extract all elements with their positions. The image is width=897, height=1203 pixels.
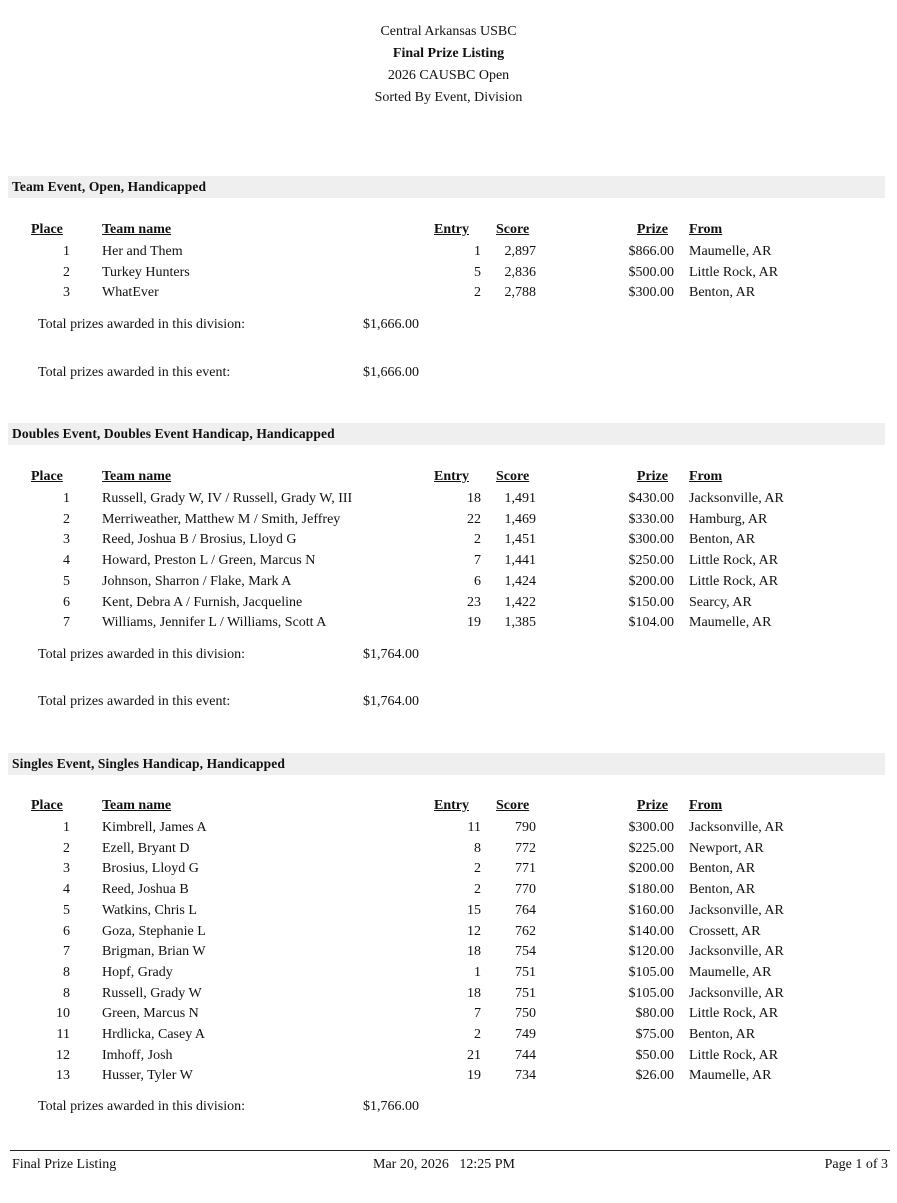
- report-header: [0, 21, 897, 109]
- name-cell: Johnson, Sharron / Flake, Mark A: [102, 573, 292, 589]
- col-from-header: From: [689, 222, 723, 237]
- prize-cell: $140.00: [628, 923, 674, 939]
- score-cell: 762: [515, 923, 536, 939]
- prize-cell: $430.00: [628, 491, 674, 506]
- col-from-header: From: [689, 469, 723, 484]
- name-cell: Watkins, Chris L: [102, 902, 197, 918]
- event-total: [0, 362, 897, 383]
- prize-cell: $500.00: [628, 264, 674, 280]
- from-cell: Little Rock, AR: [689, 1006, 779, 1022]
- prize-cell: $105.00: [628, 985, 674, 1001]
- from-cell: Benton, AR: [689, 1027, 756, 1042]
- name-cell: Reed, Joshua B / Brosius, Lloyd G: [102, 532, 297, 548]
- division-total: [0, 1096, 897, 1117]
- prize-cell: $50.00: [635, 1047, 674, 1063]
- col-entry-header: Entry: [434, 469, 469, 484]
- place-cell: 7: [63, 944, 70, 960]
- table-row: [0, 571, 897, 592]
- prize-cell: $104.00: [628, 615, 674, 631]
- prize-cell: $225.00: [628, 840, 674, 856]
- division-total: [0, 644, 897, 665]
- prize-cell: $200.00: [628, 573, 674, 589]
- table-row: [0, 858, 897, 879]
- entry-cell: 2: [474, 532, 481, 548]
- from-cell: Benton, AR: [689, 882, 756, 898]
- place-cell: 3: [63, 861, 70, 877]
- score-cell: 2,897: [504, 244, 536, 259]
- score-cell: 2,788: [504, 285, 536, 301]
- col-score-header: Score: [496, 469, 530, 484]
- division-total-amount: $1,666.00: [363, 317, 419, 332]
- table-row: [0, 550, 897, 571]
- score-cell: 1,441: [504, 553, 536, 569]
- place-cell: 10: [56, 1006, 70, 1022]
- column-header-row: [0, 795, 897, 816]
- entry-cell: 8: [474, 840, 481, 856]
- prize-cell: $150.00: [628, 594, 674, 610]
- prize-cell: $300.00: [628, 285, 674, 301]
- division-total-label: Total prizes awarded in this division:: [38, 647, 246, 662]
- score-cell: 1,469: [504, 511, 536, 527]
- table-row: [0, 612, 897, 633]
- score-cell: 744: [515, 1047, 536, 1063]
- entry-cell: 11: [467, 820, 481, 835]
- entry-cell: 15: [467, 902, 481, 918]
- entry-cell: 2: [474, 1027, 481, 1042]
- place-cell: 4: [63, 553, 70, 569]
- place-cell: 1: [63, 244, 70, 259]
- from-cell: Maumelle, AR: [689, 244, 772, 259]
- place-cell: 2: [63, 840, 70, 856]
- col-prize-header: Prize: [636, 798, 668, 813]
- col-place-header: Place: [31, 222, 63, 237]
- place-cell: 8: [63, 985, 70, 1001]
- entry-cell: 23: [467, 594, 481, 610]
- place-cell: 7: [63, 615, 70, 631]
- event-total: [0, 691, 897, 712]
- prize-cell: $300.00: [628, 532, 674, 548]
- prize-cell: $75.00: [635, 1027, 674, 1042]
- name-cell: Imhoff, Josh: [102, 1047, 173, 1063]
- sort-description: Sorted By Event, Division: [374, 90, 523, 105]
- prize-cell: $26.00: [635, 1068, 674, 1084]
- table-row: [0, 879, 897, 900]
- prize-cell: $250.00: [628, 553, 674, 569]
- col-place-header: Place: [31, 469, 63, 484]
- tournament-name: 2026 CAUSBC Open: [387, 68, 510, 83]
- from-cell: Jacksonville, AR: [689, 491, 784, 506]
- from-cell: Little Rock, AR: [689, 1047, 779, 1063]
- table-row: [0, 962, 897, 983]
- name-cell: Brosius, Lloyd G: [102, 861, 199, 877]
- entry-cell: 19: [467, 615, 481, 631]
- score-cell: 1,422: [504, 594, 536, 610]
- score-cell: 1,424: [504, 573, 536, 589]
- name-cell: Brigman, Brian W: [102, 944, 206, 960]
- col-place-header: Place: [31, 798, 63, 813]
- prize-cell: $866.00: [628, 244, 674, 259]
- event-total-label: Total prizes awarded in this event:: [38, 365, 231, 380]
- place-cell: 4: [63, 882, 70, 898]
- entry-cell: 1: [474, 964, 481, 980]
- table-row: [0, 921, 897, 942]
- score-cell: 749: [515, 1027, 536, 1042]
- name-cell: Hopf, Grady: [102, 964, 173, 980]
- table-row: [0, 1065, 897, 1086]
- col-score-header: Score: [496, 798, 530, 813]
- score-cell: 764: [515, 902, 536, 918]
- score-cell: 750: [515, 1006, 536, 1022]
- name-cell: Her and Them: [102, 244, 183, 259]
- division-total-label: Total prizes awarded in this division:: [38, 317, 246, 332]
- prize-cell: $120.00: [628, 944, 674, 960]
- name-cell: Green, Marcus N: [102, 1006, 199, 1022]
- footer-left: Final Prize Listing: [12, 1157, 117, 1172]
- col-prize-header: Prize: [636, 222, 668, 237]
- col-entry-header: Entry: [434, 798, 469, 813]
- entry-cell: 2: [474, 285, 481, 301]
- entry-cell: 22: [467, 511, 481, 527]
- entry-cell: 19: [467, 1068, 481, 1084]
- entry-cell: 5: [474, 264, 481, 280]
- name-cell: Kent, Debra A / Furnish, Jacqueline: [102, 594, 303, 610]
- column-header-row: [0, 219, 897, 240]
- entry-cell: 18: [467, 944, 481, 960]
- col-name-header: Team name: [102, 469, 172, 484]
- event-total-amount: $1,666.00: [363, 365, 419, 380]
- col-from-header: From: [689, 798, 723, 813]
- col-score-header: Score: [496, 222, 530, 237]
- score-cell: 770: [515, 882, 536, 898]
- table-row: [0, 900, 897, 921]
- entry-cell: 6: [474, 573, 481, 589]
- report-title: Final Prize Listing: [392, 46, 505, 61]
- from-cell: Benton, AR: [689, 285, 756, 301]
- score-cell: 771: [515, 861, 536, 877]
- table-row: [0, 983, 897, 1004]
- division-total-label: Total prizes awarded in this division:: [38, 1099, 246, 1114]
- table-row: [0, 488, 897, 509]
- org-name: Central Arkansas USBC: [380, 24, 517, 39]
- prize-cell: $300.00: [628, 820, 674, 835]
- table-row: [0, 838, 897, 859]
- name-cell: Goza, Stephanie L: [102, 923, 206, 939]
- entry-cell: 7: [474, 1006, 481, 1022]
- from-cell: Searcy, AR: [689, 594, 752, 610]
- from-cell: Little Rock, AR: [689, 264, 779, 280]
- section-title: Singles Event, Singles Handicap, Handicapped: [8, 753, 885, 775]
- division-total-amount: $1,764.00: [363, 647, 419, 662]
- division-total-amount: $1,766.00: [363, 1099, 419, 1114]
- section-title: Doubles Event, Doubles Event Handicap, Handicapped: [8, 423, 885, 445]
- entry-cell: 18: [467, 491, 481, 506]
- table-row: [0, 509, 897, 530]
- prize-cell: $200.00: [628, 861, 674, 877]
- place-cell: 13: [56, 1068, 70, 1084]
- name-cell: Ezell, Bryant D: [102, 840, 190, 856]
- place-cell: 2: [63, 264, 70, 280]
- score-cell: 2,836: [504, 264, 536, 280]
- section-title: Team Event, Open, Handicapped: [8, 176, 885, 198]
- from-cell: Maumelle, AR: [689, 1068, 772, 1084]
- from-cell: Jacksonville, AR: [689, 944, 784, 960]
- from-cell: Jacksonville, AR: [689, 902, 784, 918]
- name-cell: Russell, Grady W, IV / Russell, Grady W, III: [102, 491, 353, 506]
- table-row: [0, 1024, 897, 1045]
- table-row: [0, 592, 897, 613]
- entry-cell: 21: [467, 1047, 481, 1063]
- place-cell: 1: [63, 491, 70, 506]
- footer-divider: [10, 1150, 890, 1151]
- table-row: [0, 262, 897, 283]
- score-cell: 1,385: [504, 615, 536, 631]
- from-cell: Maumelle, AR: [689, 615, 772, 631]
- place-cell: 6: [63, 923, 70, 939]
- division-total: [0, 314, 897, 335]
- entry-cell: 18: [467, 985, 481, 1001]
- name-cell: WhatEver: [102, 285, 159, 301]
- from-cell: Jacksonville, AR: [689, 985, 784, 1001]
- table-row: [0, 1003, 897, 1024]
- name-cell: Turkey Hunters: [102, 264, 190, 280]
- score-cell: 772: [515, 840, 536, 856]
- table-row: [0, 241, 897, 262]
- prize-cell: $160.00: [628, 902, 674, 918]
- table-row: [0, 817, 897, 838]
- place-cell: 3: [63, 532, 70, 548]
- prize-cell: $180.00: [628, 882, 674, 898]
- table-row: [0, 1045, 897, 1066]
- table-row: [0, 941, 897, 962]
- from-cell: Little Rock, AR: [689, 573, 779, 589]
- name-cell: Merriweather, Matthew M / Smith, Jeffrey: [102, 511, 341, 527]
- entry-cell: 12: [467, 923, 481, 939]
- entry-cell: 2: [474, 882, 481, 898]
- footer-timestamp: Mar 20, 2026 12:25 PM: [373, 1157, 515, 1172]
- place-cell: 11: [56, 1027, 70, 1042]
- footer-page-number: Page 1 of 3: [824, 1157, 888, 1172]
- score-cell: 1,491: [504, 491, 536, 506]
- entry-cell: 2: [474, 861, 481, 877]
- name-cell: Hrdlicka, Casey A: [102, 1027, 206, 1042]
- col-name-header: Team name: [102, 798, 172, 813]
- score-cell: 1,451: [504, 532, 536, 548]
- place-cell: 5: [63, 573, 70, 589]
- place-cell: 6: [63, 594, 70, 610]
- name-cell: Reed, Joshua B: [102, 882, 189, 898]
- col-prize-header: Prize: [636, 469, 668, 484]
- name-cell: Russell, Grady W: [102, 985, 202, 1001]
- score-cell: 751: [515, 985, 536, 1001]
- from-cell: Benton, AR: [689, 861, 756, 877]
- from-cell: Newport, AR: [689, 840, 764, 856]
- place-cell: 1: [63, 820, 70, 835]
- score-cell: 754: [515, 944, 536, 960]
- prize-cell: $330.00: [628, 511, 674, 527]
- score-cell: 734: [515, 1068, 536, 1084]
- col-entry-header: Entry: [434, 222, 469, 237]
- score-cell: 751: [515, 964, 536, 980]
- from-cell: Jacksonville, AR: [689, 820, 784, 835]
- event-total-label: Total prizes awarded in this event:: [38, 694, 231, 709]
- from-cell: Maumelle, AR: [689, 964, 772, 980]
- col-name-header: Team name: [102, 222, 172, 237]
- entry-cell: 1: [474, 244, 481, 259]
- from-cell: Crossett, AR: [689, 923, 761, 939]
- place-cell: 12: [56, 1047, 70, 1063]
- place-cell: 2: [63, 511, 70, 527]
- event-total-amount: $1,764.00: [363, 694, 419, 709]
- from-cell: Benton, AR: [689, 532, 756, 548]
- score-cell: 790: [515, 820, 536, 835]
- from-cell: Hamburg, AR: [689, 511, 768, 527]
- prize-cell: $105.00: [628, 964, 674, 980]
- name-cell: Kimbrell, James A: [102, 820, 207, 835]
- prize-cell: $80.00: [635, 1006, 674, 1022]
- name-cell: Husser, Tyler W: [102, 1068, 193, 1084]
- name-cell: Williams, Jennifer L / Williams, Scott A: [102, 615, 327, 631]
- name-cell: Howard, Preston L / Green, Marcus N: [102, 553, 316, 569]
- table-row: [0, 529, 897, 550]
- place-cell: 3: [63, 285, 70, 301]
- place-cell: 8: [63, 964, 70, 980]
- place-cell: 5: [63, 902, 70, 918]
- column-header-row: [0, 466, 897, 487]
- from-cell: Little Rock, AR: [689, 553, 779, 569]
- table-row: [0, 282, 897, 303]
- entry-cell: 7: [474, 553, 481, 569]
